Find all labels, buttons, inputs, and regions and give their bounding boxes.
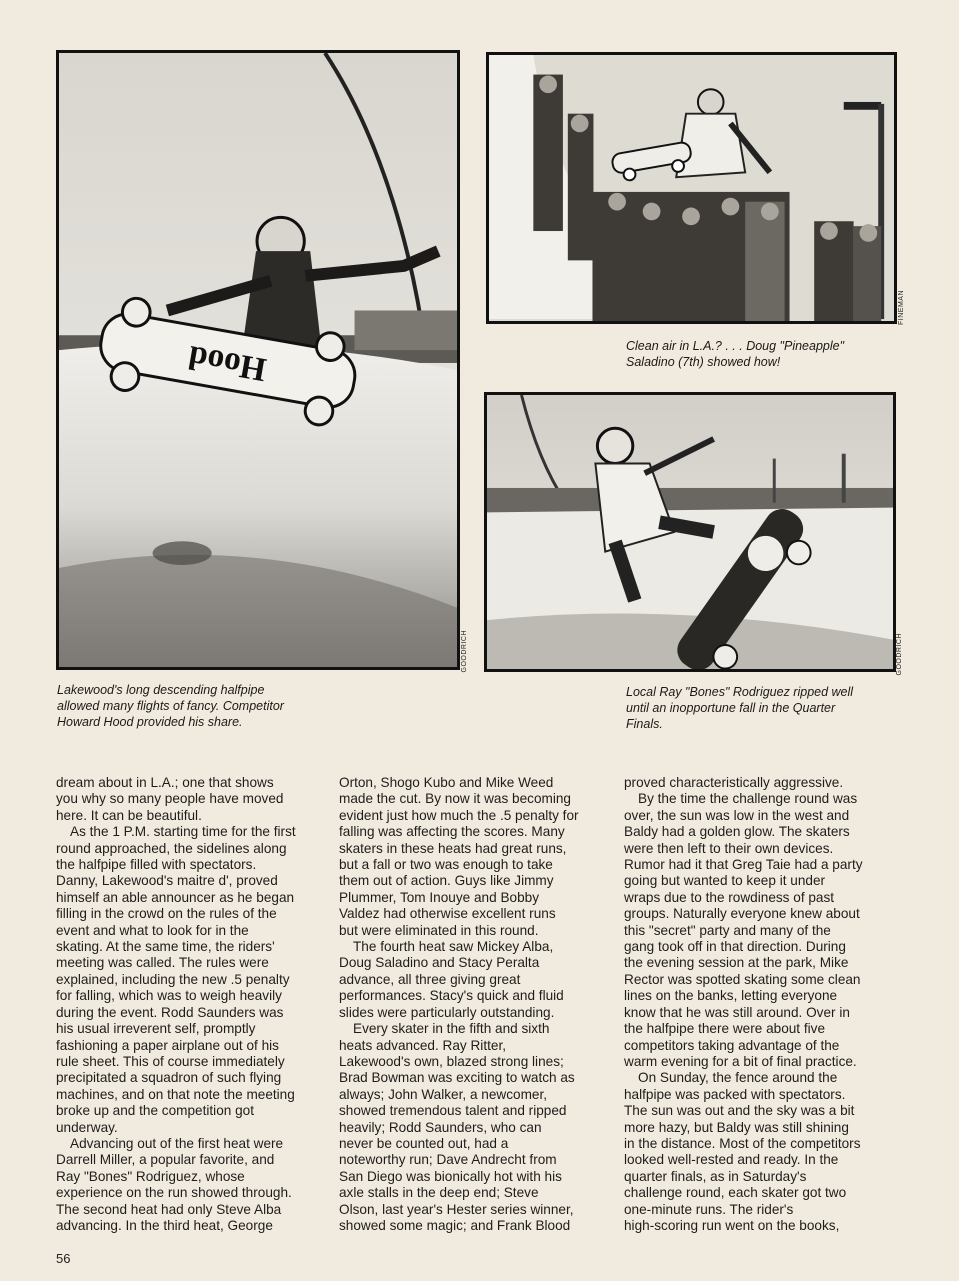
text-line: you why so many people have moved [56, 791, 284, 807]
photo-clean-air [486, 52, 897, 324]
caption-line: Lakewood's long descending halfpipe [57, 683, 265, 697]
text-line: The fourth heat saw Mickey Alba, [353, 939, 554, 955]
text-line: Rumor had it that Greg Taie had a party [624, 857, 863, 873]
text-line: competitors taking advantage of the [624, 1037, 840, 1053]
text-line: The second heat had only Steve Alba [56, 1201, 282, 1217]
photo-clean-air-image [489, 55, 894, 321]
svg-text:Hood: Hood [185, 338, 270, 389]
article-column-2 [339, 775, 609, 1234]
text-line: filling in the crowd on the rules of the [56, 906, 277, 922]
text-line: broke up and the competition got [56, 1103, 254, 1119]
text-line: Baldy had a golden glow. The skaters [624, 824, 850, 840]
text-line: quarter finals, as in Saturday's [624, 1168, 807, 1184]
text-line: Olson, last year's Hester series winner, [339, 1201, 574, 1217]
text-line: advancing. In the third heat, George [56, 1217, 273, 1233]
text-line: event and what to look for in the [56, 922, 249, 938]
text-line: high-scoring run went on the books, [624, 1217, 840, 1233]
text-line: fashioning a paper airplane out of his [56, 1037, 279, 1053]
text-line: looked well-rested and ready. In the [624, 1152, 839, 1168]
text-line: this "secret" party and many of the [624, 922, 831, 938]
article-column-1 [56, 775, 326, 1234]
text-line: The sun was out and the sky was a bit [624, 1103, 855, 1119]
text-line: round approached, the sidelines along [56, 840, 287, 856]
article-column-3 [624, 775, 894, 1234]
text-line: Rector was spotted skating some clean [624, 971, 861, 987]
photo-credit-bottom-right: GOODRICH [896, 633, 903, 676]
text-line: more hazy, but Baldy was still shining [624, 1119, 849, 1135]
photo-bones-rodriguez [484, 392, 896, 672]
text-line: Darrell Miller, a popular favorite, and [56, 1152, 275, 1168]
text-line: San Diego was bionically hot with his [339, 1168, 562, 1184]
text-line: rule sheet. This of course immediately [56, 1053, 285, 1069]
text-line: one-minute runs. The rider's [624, 1201, 794, 1217]
caption-line: allowed many flights of fancy. Competitor [57, 699, 284, 713]
text-line: Plummer, Tom Inouye and Bobby [339, 889, 539, 905]
text-line: them out of action. Guys like Jimmy [339, 873, 554, 889]
text-line: in the distance. Most of the competitors [624, 1135, 861, 1151]
photo-credit-left: GOODRICH [461, 630, 468, 673]
caption-line: Local Ray "Bones" Rodriguez ripped well [626, 685, 854, 699]
text-line: precipitated a squadron of such flying [56, 1070, 282, 1086]
text-line: but a fall or two was enough to take [339, 857, 553, 873]
text-line: gang took off in that direction. During [624, 939, 846, 955]
caption-line: Saladino (7th) showed how! [626, 355, 781, 369]
text-line: heats advanced. Ray Ritter, [339, 1037, 506, 1053]
page-number: 56 [56, 1251, 71, 1266]
text-line: Doug Saladino and Stacy Peralta [339, 955, 540, 971]
photo-halfpipe-skater [56, 50, 460, 670]
caption-line: until an inopportune fall in the Quarter [626, 701, 836, 715]
text-line: By the time the challenge round was [638, 791, 858, 807]
text-line: showed tremendous talent and ripped [339, 1103, 567, 1119]
photo-credit-top-right: FINEMAN [898, 290, 905, 325]
text-line: never be counted out, had a [339, 1135, 509, 1151]
text-line: but were eliminated in this round. [339, 922, 539, 938]
text-line: Lakewood's own, blazed strong lines; [339, 1053, 564, 1069]
text-line: falling was affecting the scores. Many [339, 824, 565, 840]
text-line: experience on the run showed through. [56, 1185, 292, 1201]
text-line: explained, including the new .5 penalty [56, 971, 290, 987]
text-line: lines on the banks, letting everyone [624, 988, 838, 1004]
text-line: Orton, Shogo Kubo and Mike Weed [339, 775, 554, 790]
text-line: warm evening for a bit of final practice. [624, 1053, 857, 1069]
text-line: were then left to their own devices. [624, 840, 834, 856]
text-line: over, the sun was low in the west and [624, 807, 850, 823]
text-line: himself an able announcer as he began [56, 889, 295, 905]
text-line: know that he was still around. Over in [624, 1004, 850, 1020]
caption-line: Finals. [626, 717, 663, 731]
text-line: the evening session at the park, Mike [624, 955, 849, 971]
text-line: halfpipe was packed with spectators. [624, 1086, 846, 1102]
caption-line: Clean air in L.A.? . . . Doug "Pineapple" [626, 339, 845, 353]
text-line: here. It can be beautiful. [56, 807, 202, 823]
text-line: skating. At the same time, the riders' [56, 939, 275, 955]
text-line: As the 1 P.M. starting time for the first [70, 824, 296, 840]
text-line: meeting was called. The rules were [56, 955, 269, 971]
text-line: slides were particularly outstanding. [339, 1004, 555, 1020]
text-line: skaters in these heats had great runs, [339, 840, 567, 856]
photo-bones-rodriguez-image [487, 395, 893, 669]
text-line: noteworthy run; Dave Andrecht from [339, 1152, 557, 1168]
text-line: going but wanted to keep it under [624, 873, 826, 889]
text-line: proved characteristically aggressive. [624, 775, 844, 790]
text-line: during the event. Rodd Saunders was [56, 1004, 284, 1020]
text-line: underway. [56, 1119, 118, 1135]
text-line: On Sunday, the fence around the [638, 1070, 838, 1086]
text-line: made the cut. By now it was becoming [339, 791, 571, 807]
text-line: the halfpipe filled with spectators. [56, 857, 257, 873]
text-line: for falling, which was to weigh heavily [56, 988, 282, 1004]
photo-halfpipe-skater-image [59, 53, 457, 667]
text-line: always; John Walker, a newcomer, [339, 1086, 548, 1102]
caption-left [57, 682, 357, 730]
caption-line: Howard Hood provided his share. [57, 715, 243, 729]
text-line: dream about in L.A.; one that shows [56, 775, 274, 790]
text-line: Brad Bowman was exciting to watch as [339, 1070, 575, 1086]
caption-top-right [626, 338, 896, 370]
text-line: axle stalls in the deep end; Steve [339, 1185, 539, 1201]
text-line: performances. Stacy's quick and fluid [339, 988, 564, 1004]
text-line: machines, and on that note the meeting [56, 1086, 295, 1102]
text-line: groups. Naturally everyone knew about [624, 906, 860, 922]
text-line: evident just how much the .5 penalty for [339, 807, 579, 823]
text-line: the halfpipe there were about five [624, 1021, 826, 1037]
caption-bottom-right [626, 684, 896, 732]
text-line: Every skater in the fifth and sixth [353, 1021, 550, 1037]
text-line: advance, all three giving great [339, 971, 521, 987]
text-line: challenge round, each skater got two [624, 1185, 847, 1201]
text-line: his usual irreverent self, promptly [56, 1021, 256, 1037]
text-line: Advancing out of the first heat were [70, 1135, 284, 1151]
text-line: showed some magic; and Frank Blood [339, 1217, 571, 1233]
text-line: Ray "Bones" Rodriguez, whose [56, 1168, 245, 1184]
text-line: heavily; Rodd Saunders, who can [339, 1119, 542, 1135]
text-line: Danny, Lakewood's maitre d', proved [56, 873, 278, 889]
text-line: wraps due to the rowdiness of past [624, 889, 835, 905]
text-line: Valdez had otherwise excellent runs [339, 906, 556, 922]
